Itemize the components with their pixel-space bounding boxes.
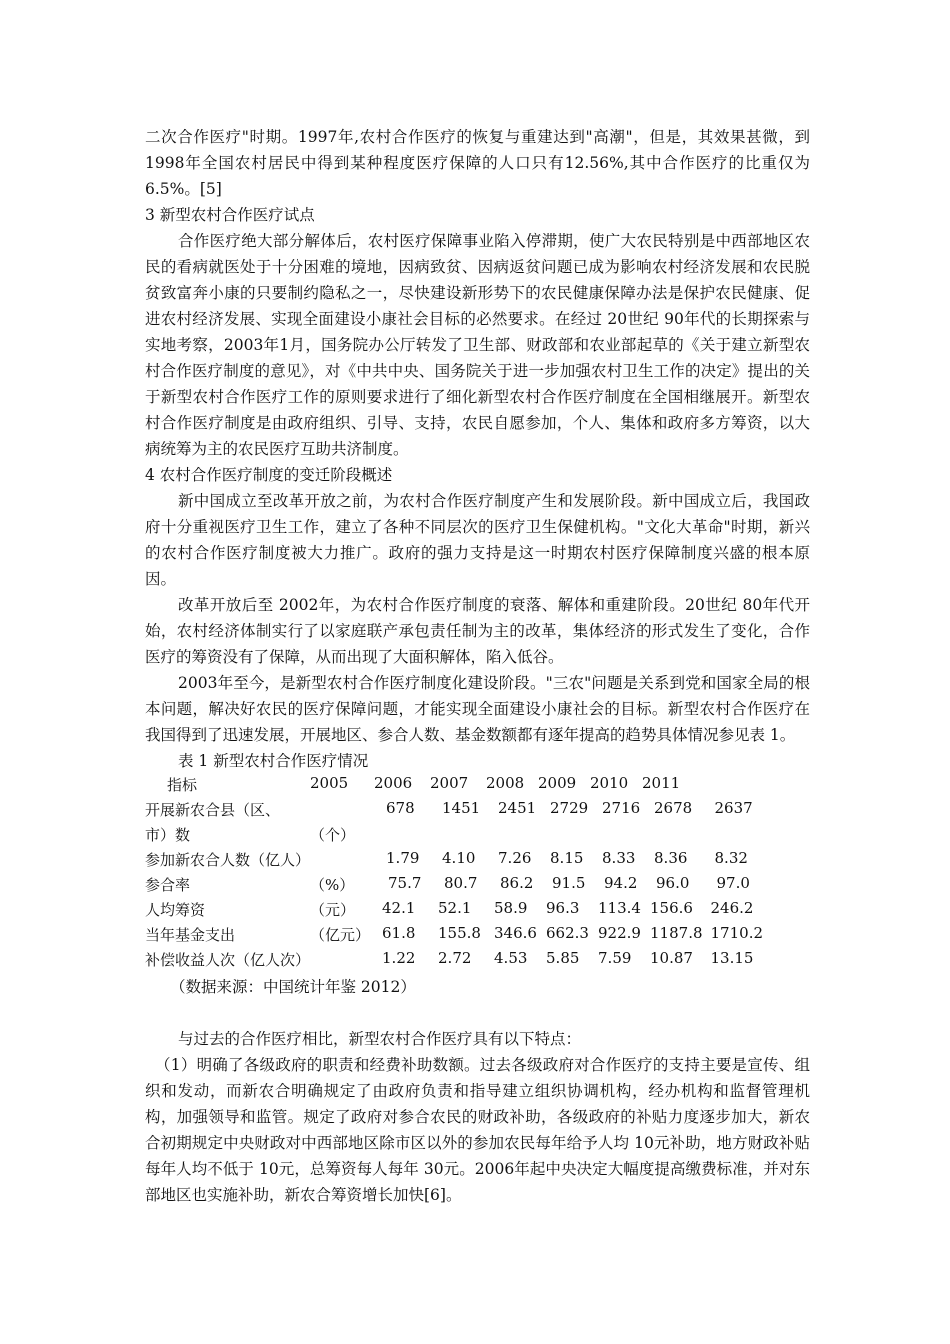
table-cell: 922.9 [598, 924, 641, 942]
table-cell: 96.0 [656, 874, 690, 892]
table-row [145, 824, 763, 849]
header-cell: 2005 [310, 774, 349, 792]
table-cell: 4.53 [494, 949, 528, 967]
table-cell: 662.3 [546, 924, 589, 942]
table-cell: 155.8 [438, 924, 481, 942]
header-cell: 2006 [374, 774, 413, 792]
row-unit: （亿元） [310, 926, 371, 944]
table-cell: 42.1 [382, 899, 416, 917]
table-cell: 8.15 [550, 849, 584, 867]
table-cell: 7.59 [598, 949, 632, 967]
section-heading-3: 3 新型农村合作医疗试点 [145, 206, 315, 224]
table-cell: 8.33 [602, 849, 636, 867]
data-table [145, 774, 763, 974]
paragraph-stage-3: 2003年至今，是新型农村合作医疗制度化建设阶段。"三农"问题是关系到党和国家全局的根本问题，解决好农民的医疗保障问题，才能实现全面建设小康社会的目标。新型农村合作医疗在我国得到了迅速发展，开展地区、参合人数、基金数额都有逐年提高的趋势具体情况参见表 1。 [145, 674, 810, 744]
table-header-row [145, 774, 763, 799]
header-cell: 2010 [590, 774, 629, 792]
header-cell-indicator: 指标 [167, 776, 198, 794]
table-cell: 2637 [714, 799, 753, 817]
table-cell: 1.79 [386, 849, 420, 867]
table-row [145, 899, 763, 924]
blank-line [145, 1000, 810, 1026]
paragraph-stage-2: 改革开放后至 2002年，为农村合作医疗制度的衰落、解体和重建阶段。20世纪 80年代开始，农村经济体制实行了以家庭联产承包责任制为主的改革，集体经济的形式发生了变化，合作医疗的筹资没有了保障，从而出现了大面积解体，陷入低谷。 [145, 596, 810, 666]
table-cell: 75.7 [388, 874, 422, 892]
table-cell: 80.7 [444, 874, 478, 892]
table-cell: 10.87 [650, 949, 693, 967]
section-heading-4: 4 农村合作医疗制度的变迁阶段概述 [145, 466, 393, 484]
table-cell: 346.6 [494, 924, 537, 942]
row-label: 参合率 [145, 876, 191, 894]
table-row [145, 949, 763, 974]
document-body [145, 124, 810, 1208]
table-cell: 246.2 [710, 899, 754, 917]
table-source: （数据来源：中国统计年鉴 2012） [170, 978, 416, 996]
header-cell: 2007 [430, 774, 469, 792]
row-unit [310, 949, 374, 974]
table-cell: 2729 [550, 799, 589, 817]
table-cell: 7.26 [498, 849, 532, 867]
table-cell: 91.5 [552, 874, 586, 892]
row-label: 补偿收益人次（亿人次） [145, 951, 311, 969]
table-cell: 2.72 [438, 949, 472, 967]
row-unit: （元） [310, 901, 356, 919]
paragraph-intro: 二次合作医疗"时期。1997年,农村合作医疗的恢复与重建达到"高潮"，但是，其效果甚微，到1998年全国农村居民中得到某种程度医疗保障的人口只有12.56%,其中合作医疗的比重仅为6.5%。[5] [145, 128, 810, 198]
paragraph-feature-1: （1）明确了各级政府的职责和经费补助数额。过去各级政府对合作医疗的支持主要是宣传、组织和发动，而新农合明确规定了由政府负责和指导建立组织协调机构，经办机构和监督管理机构，加强领导和监管。规定了政府对参合农民的财政补助，各级政府的补贴力度逐步加大，新农合初期规定中央财政对中西部地区除市区以外的参加农民每年给予人均 10元补助，地方财政补贴每年人均不低于 10元，总筹资每人每年 30元。2006年起中央决定大幅度提高缴费标准，并对东部地区也实施补助，新农合筹资增长加快[6]。 [145, 1056, 810, 1204]
paragraph-pilot: 合作医疗绝大部分解体后，农村医疗保障事业陷入停滞期，使广大农民特别是中西部地区农民的看病就医处于十分困难的境地，因病致贫、因病返贫问题已成为影响农村经济发展和农民脱贫致富奔小康的只要制约隐私之一，尽快建设新形势下的农民健康保障办法是保护农民健康、促进农村经济发展、实现全面建设小康社会目标的必然要求。在经过 20世纪 90年代的长期探索与实地考察，2003年1月，国务院办公厅转发了卫生部、财政部和农业部起草的《关于建立新型农村合作医疗制度的意见》，对《中共中央、国务院关于进一步加强农村卫生工作的决定》提出的关于新型农村合作医疗工作的原则要求进行了细化新型农村合作医疗制度在全国相继展开。新型农村合作医疗制度是由政府组织、引导、支持，农民自愿参加，个人、集体和政府多方筹资，以大病统筹为主的农民医疗互助共济制度。 [145, 232, 810, 458]
table-row [145, 799, 763, 824]
table-cell: 1.22 [382, 949, 416, 967]
table-cell: 97.0 [716, 874, 750, 892]
paragraph-stage-1: 新中国成立至改革开放之前，为农村合作医疗制度产生和发展阶段。新中国成立后，我国政府十分重视医疗卫生工作，建立了各种不同层次的医疗卫生保健机构。"文化大革命"时期，新兴的农村合作医疗制度被大力推广。政府的强力支持是这一时期农村医疗保障制度兴盛的根本原因。 [145, 492, 810, 588]
table-cell: 96.3 [546, 899, 580, 917]
table-row [145, 849, 763, 874]
paragraph-features-intro: 与过去的合作医疗相比，新型农村合作医疗具有以下特点： [178, 1030, 582, 1048]
table-cell: 8.36 [654, 849, 688, 867]
table-cell: 8.32 [714, 849, 748, 867]
row-unit [310, 849, 374, 874]
table-cell: 678 [386, 799, 415, 817]
row-label: 参加新农合人数（亿人） [145, 851, 311, 869]
table-row [145, 924, 763, 949]
table-cell: 156.6 [650, 899, 693, 917]
table-cell: 1451 [442, 799, 481, 817]
row-unit: （个） [310, 826, 356, 844]
table-cell: 61.8 [382, 924, 416, 942]
row-unit [310, 799, 374, 824]
table-caption: 表 1 新型农村合作医疗情况 [178, 752, 369, 770]
table-cell: 113.4 [598, 899, 641, 917]
table-cell: 2451 [498, 799, 537, 817]
table-cell: 94.2 [604, 874, 638, 892]
table-cell: 58.9 [494, 899, 528, 917]
row-label: 当年基金支出 [145, 926, 236, 944]
row-label: 开展新农合县（区、 [145, 801, 281, 819]
row-unit: （%） [310, 876, 355, 894]
header-cell: 2011 [642, 774, 681, 792]
table-cell: 2716 [602, 799, 641, 817]
row-label: 市）数 [145, 826, 191, 844]
header-cell: 2009 [538, 774, 577, 792]
table-cell: 2678 [654, 799, 693, 817]
table-cell: 5.85 [546, 949, 580, 967]
table-cell: 1710.2 [710, 924, 764, 942]
table-cell: 86.2 [500, 874, 534, 892]
table-cell: 52.1 [438, 899, 472, 917]
header-cell: 2008 [486, 774, 525, 792]
table-cell: 13.15 [710, 949, 754, 967]
table-cell: 4.10 [442, 849, 476, 867]
table-row [145, 874, 763, 899]
table-cell: 1187.8 [650, 924, 703, 942]
row-label: 人均筹资 [145, 901, 206, 919]
